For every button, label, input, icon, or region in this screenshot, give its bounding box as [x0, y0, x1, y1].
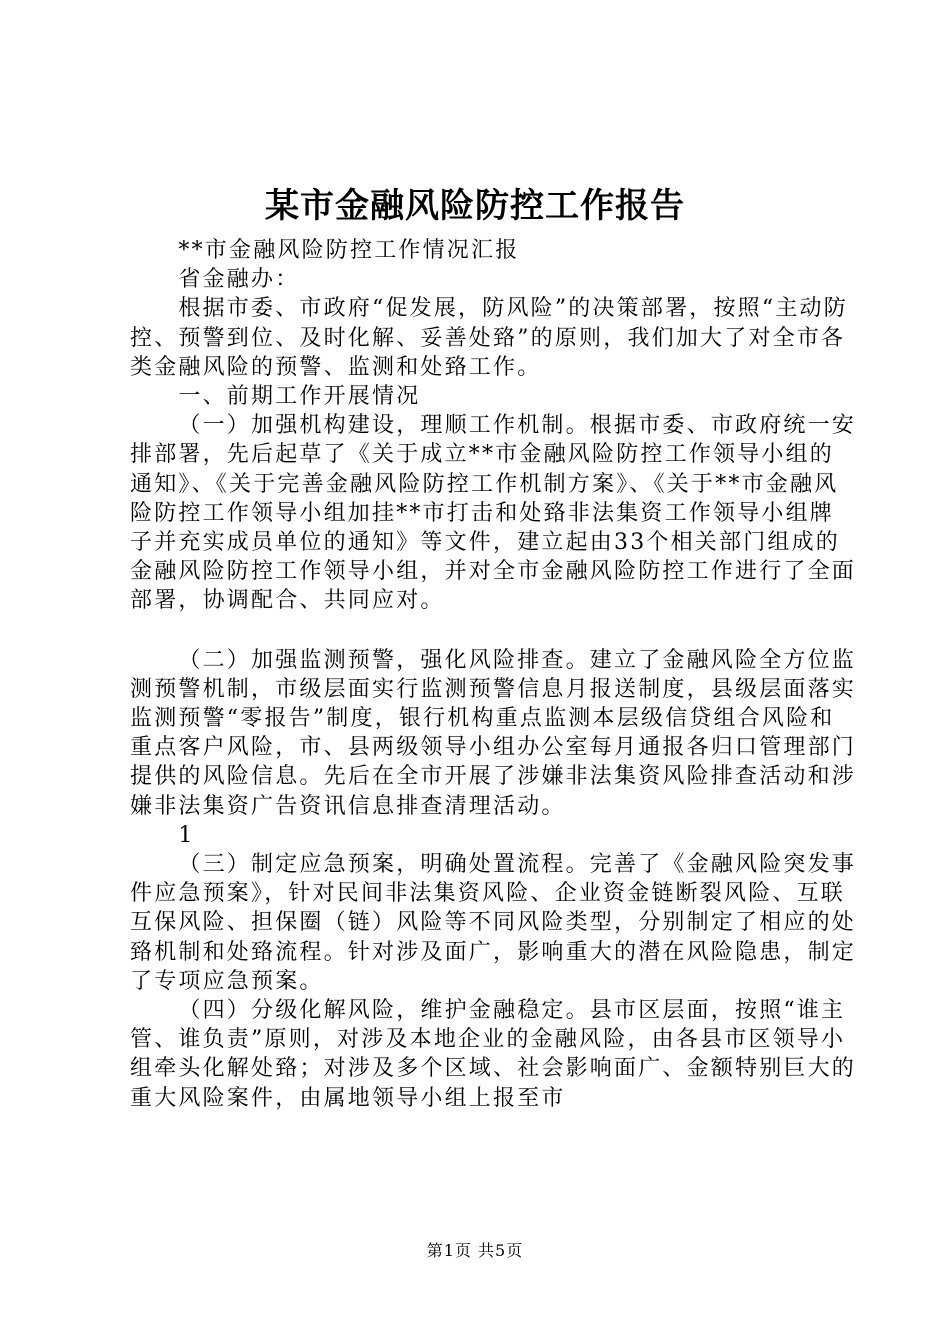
recipient-line: 省金融办：	[178, 267, 300, 293]
paragraph-item-1: （一）加强机构建设，理顺工作机制。根据市委、市政府统一安排部署，先后起草了《关于成立**市金融风险防控工作领导小组的通知》、《关于完善金融风险防控工作机制方案》、《关于**市金融风险防控工作领导小组加挂**市打击和处臵非法集资工作领导小组牌子并充实成员单位的通知》等文件，建立起由33个相关部门组成的金融风险防控工作领导小组，并对全市金融风险防控工作进行了全面部署，协调配合、共同应对。	[130, 413, 857, 614]
paragraph-item-2: （二）加强监测预警，强化风险排查。建立了金融风险全方位监测预警机制，市级层面实行监测预警信息月报送制度，县级层面落实监测预警“零报告”制度，银行机构重点监测本层级信贷组合风险和重点客户风险，市、县两级领导小组办公室每月通报各归口管理部门提供的风险信息。先后在全市开展了涉嫌非法集资风险排查活动和涉嫌非法集资广告资讯信息排查清理活动。	[130, 647, 857, 819]
page-footer: 第1页 共5页	[426, 1241, 524, 1260]
section-heading: 一、前期工作开展情况	[178, 384, 421, 410]
inline-page-number: 1	[178, 822, 195, 848]
intro-paragraph: 根据市委、市政府“促发展，防风险”的决策部署，按照“主动防控、预警到位、及时化解、妥善处臵”的原则，我们加大了对全市各类金融风险的预警、监测和处臵工作。	[130, 296, 848, 380]
document-title: 某市金融风险防控工作报告	[265, 186, 685, 226]
paragraph-item-4: （四）分级化解风险，维护金融稳定。县市区层面，按照“谁主管、谁负责”原则，对涉及本地企业的金融风险，由各县市区领导小组牵头化解处臵；对涉及多个区域、社会影响面广、金额特别巨大的重大风险案件，由属地领导小组上报至市	[130, 998, 857, 1111]
document-body	[130, 236, 858, 1113]
paragraph-item-3: （三）制定应急预案，明确处置流程。完善了《金融风险突发事件应急预案》，针对民间非法集资风险、企业资金链断裂风险、互联互保风险、担保圈（链）风险等不同风险类型，分别制定了相应的处臵机制和处臵流程。针对涉及面广，影响重大的潜在风险隐患，制定了专项应急预案。	[130, 852, 857, 994]
report-heading-line: **市金融风险防控工作情况汇报	[178, 238, 520, 263]
